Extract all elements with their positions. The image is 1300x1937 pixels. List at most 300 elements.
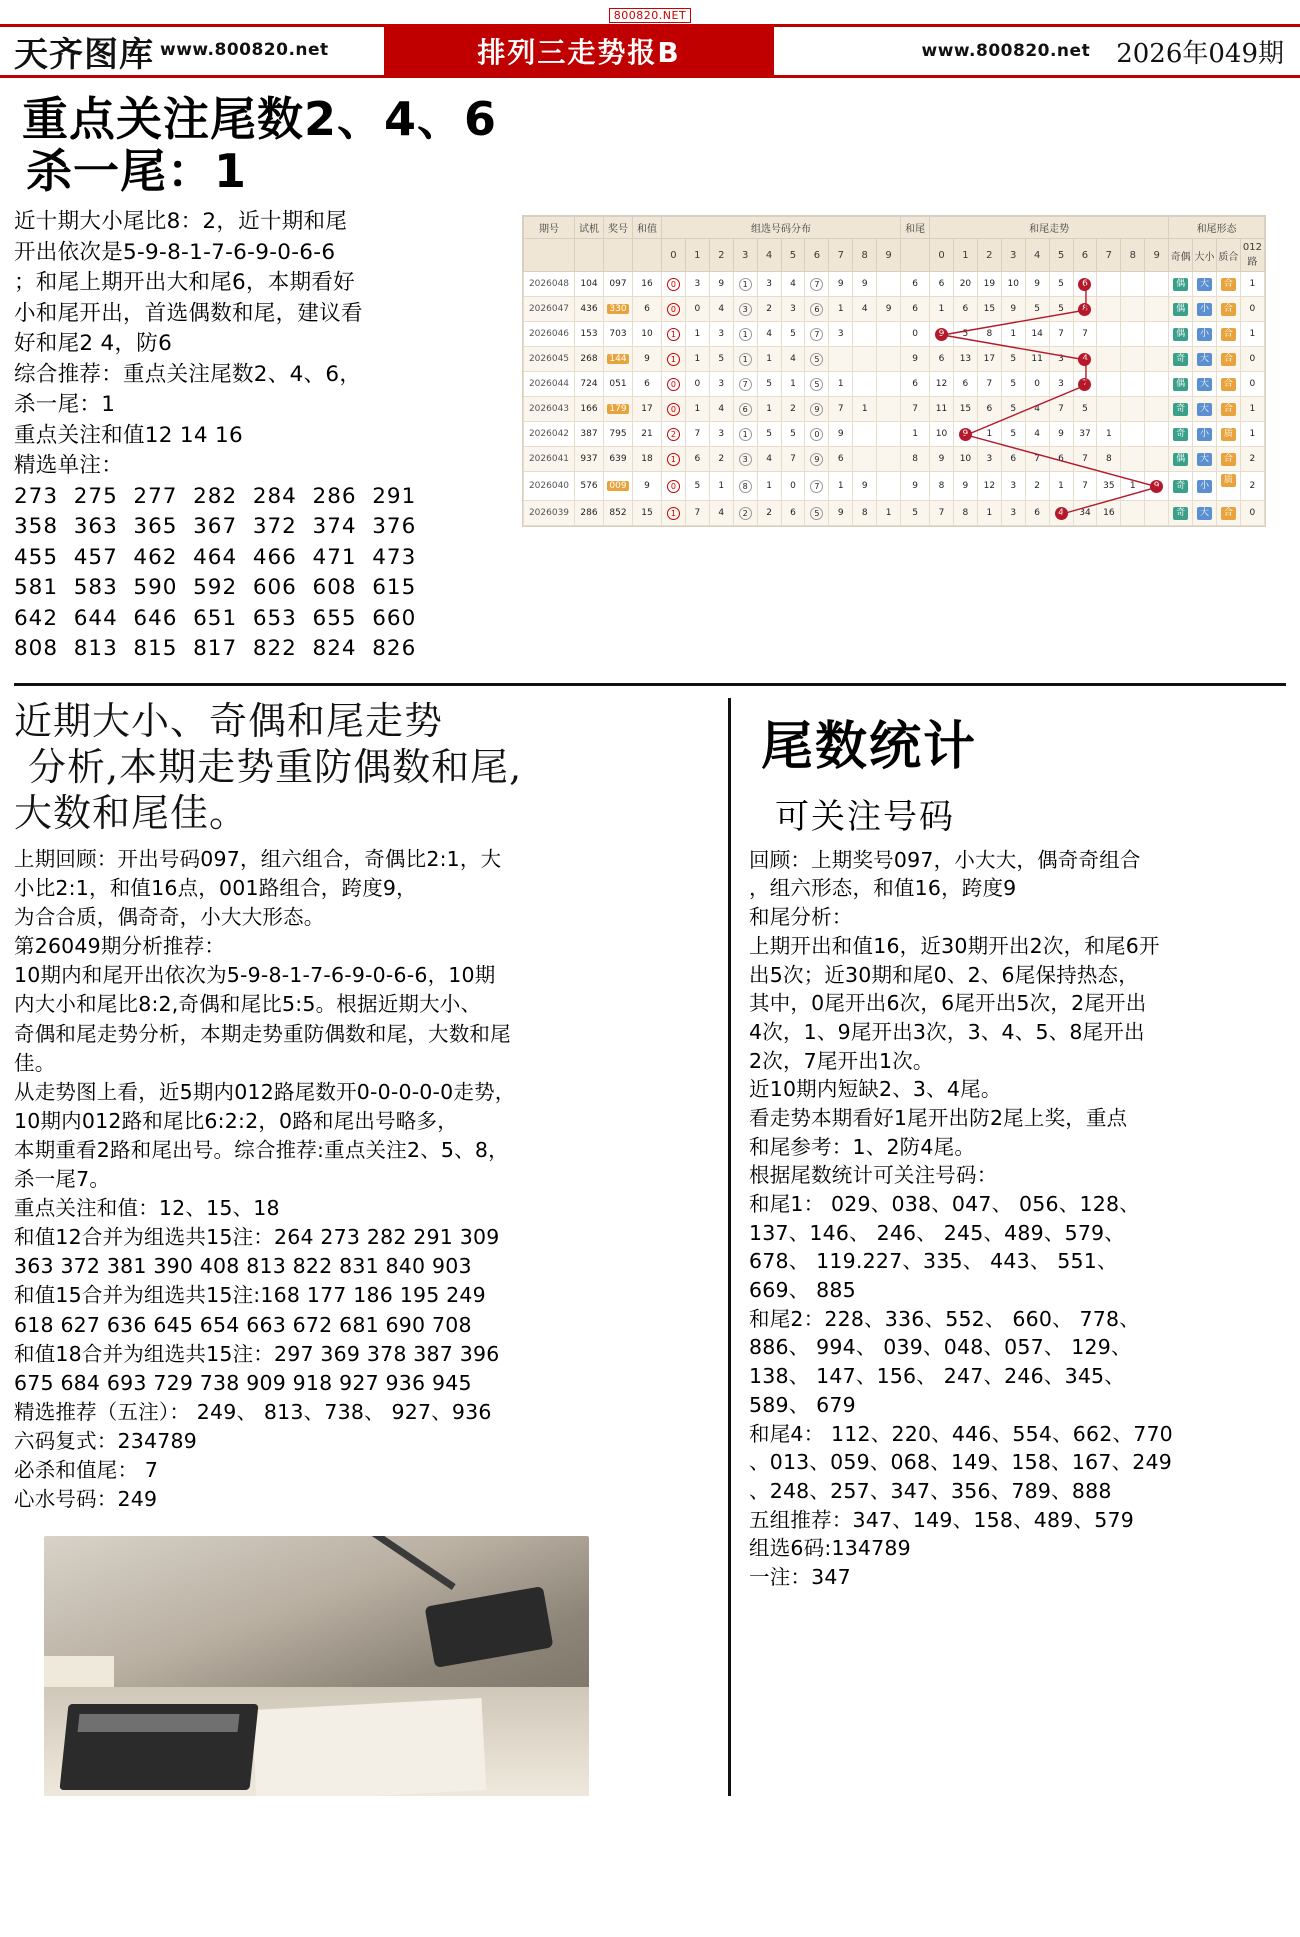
cell-dist: 7	[805, 472, 829, 501]
analysis-para: 从走势图上看，近5期内012路尾数开0-0-0-0-0走势，	[14, 1079, 516, 1104]
cell-sum: 6	[633, 297, 662, 322]
cell-trend: 17	[977, 347, 1001, 372]
cell-dist: 1	[662, 501, 686, 526]
cell-trend	[1097, 397, 1121, 422]
cell-dist: 4	[853, 297, 877, 322]
cell-dist	[853, 422, 877, 447]
cell-test: 286	[575, 501, 604, 526]
cell-dist: 2	[662, 422, 686, 447]
cell-trend	[1121, 272, 1145, 297]
cell-form: 合	[1216, 272, 1240, 297]
header-title: 排列三走势报B	[384, 27, 774, 75]
cell-trend: 8	[930, 472, 954, 501]
cell-dist: 7	[781, 447, 805, 472]
cell-dist: 1	[685, 322, 709, 347]
cell-dist: 9	[829, 501, 853, 526]
subhead-trend: 7	[1097, 239, 1121, 272]
cell-award: 179	[604, 397, 633, 422]
cell-trend: 5	[1049, 297, 1073, 322]
cell-trend: 1	[1121, 472, 1145, 501]
cell-trend	[1097, 372, 1121, 397]
cell-issue: 2026042	[524, 422, 575, 447]
subhead-form: 012路	[1240, 239, 1264, 272]
cell-trend: 7	[930, 501, 954, 526]
cell-dist: 7	[685, 501, 709, 526]
cell-dist: 3	[829, 322, 853, 347]
cell-trend: 6	[953, 297, 977, 322]
focus-para: 小和尾开出，首选偶数和尾，建议看	[14, 300, 363, 326]
number-row: 358 363 365 367 372 374 376	[14, 514, 417, 540]
cell-dist: 3	[685, 272, 709, 297]
cell-dist: 0	[662, 372, 686, 397]
cell-dist: 3	[757, 272, 781, 297]
subhead-form: 大小	[1193, 239, 1217, 272]
cell-trend: 9	[1001, 297, 1025, 322]
stats-para: 678、 119.227、335、 443、 551、	[749, 1249, 1118, 1274]
stats-para: 和尾参考：1、2防4尾。	[749, 1134, 976, 1159]
analysis-para: 675 684 693 729 738 909 918 927 936 945	[14, 1370, 472, 1395]
cell-trend: 4	[1025, 397, 1049, 422]
cell-trend: 7	[1073, 472, 1097, 501]
cell-dist	[877, 272, 901, 297]
cell-issue: 2026041	[524, 447, 575, 472]
cell-sum: 15	[633, 501, 662, 526]
cell-form: 大	[1193, 347, 1217, 372]
cell-dist: 8	[733, 472, 757, 501]
cell-trend	[1121, 447, 1145, 472]
cell-dist: 1	[757, 472, 781, 501]
cell-dist: 9	[805, 397, 829, 422]
cell-form: 1	[1240, 397, 1264, 422]
cell-trend: 9	[953, 472, 977, 501]
subhead-blank	[901, 239, 930, 272]
subhead-trend: 0	[930, 239, 954, 272]
cell-dist: 3	[709, 372, 733, 397]
cell-trend: 5	[1001, 372, 1025, 397]
cell-trend: 8	[1097, 447, 1121, 472]
subhead-dist: 0	[662, 239, 686, 272]
cell-form: 大	[1193, 397, 1217, 422]
analysis-para: 内大小和尾比8:2,奇偶和尾比5:5。根据近期大小、	[14, 992, 482, 1017]
analysis-para: 杀一尾7。	[14, 1167, 111, 1192]
cell-dist: 5	[685, 472, 709, 501]
photo-calculator	[59, 1704, 258, 1790]
stats-para: 、013、059、068、149、158、167、249	[749, 1450, 1172, 1475]
cell-sum: 9	[633, 347, 662, 372]
cell-tail: 6	[901, 372, 930, 397]
cell-trend	[1097, 322, 1121, 347]
cell-trend: 3	[1001, 501, 1025, 526]
cell-dist: 9	[853, 272, 877, 297]
cell-trend: 1	[977, 422, 1001, 447]
stats-para: 组选6码:134789	[749, 1536, 911, 1561]
cell-form: 偶	[1169, 297, 1193, 322]
cell-dist: 5	[781, 322, 805, 347]
cell-form: 小	[1193, 422, 1217, 447]
cell-form: 大	[1193, 447, 1217, 472]
cell-award: 009	[604, 472, 633, 501]
cell-trend	[1145, 372, 1169, 397]
subhead-dist: 7	[829, 239, 853, 272]
cell-form: 质	[1216, 422, 1240, 447]
cell-trend	[1097, 272, 1121, 297]
cell-tail: 6	[901, 272, 930, 297]
cell-sum: 21	[633, 422, 662, 447]
cell-dist: 2	[709, 447, 733, 472]
cell-trend: 6	[1049, 447, 1073, 472]
subhead-trend: 1	[953, 239, 977, 272]
subhead-dist: 9	[877, 239, 901, 272]
stats-para: 4次，1、9尾开出3次，3、4、5、8尾开出	[749, 1019, 1145, 1044]
subhead-dist: 5	[781, 239, 805, 272]
number-row: 273 275 277 282 284 286 291	[14, 483, 417, 509]
section-divider	[14, 683, 1286, 686]
table-row	[524, 472, 1265, 501]
cell-dist: 1	[853, 397, 877, 422]
cell-dist: 6	[781, 501, 805, 526]
cell-trend: 10	[953, 447, 977, 472]
cell-dist	[877, 422, 901, 447]
cell-trend: 7	[1073, 322, 1097, 347]
cell-dist: 6	[733, 397, 757, 422]
cell-trend: 1	[977, 501, 1001, 526]
cell-dist: 1	[829, 472, 853, 501]
analysis-para: 精选推荐（五注）： 249、 813、738、 927、936	[14, 1399, 492, 1424]
top-watermark	[0, 0, 1300, 20]
cell-trend: 34	[1073, 501, 1097, 526]
cell-issue: 2026045	[524, 347, 575, 372]
cell-dist: 1	[733, 422, 757, 447]
cell-dist	[853, 347, 877, 372]
subhead-blank	[633, 239, 662, 272]
analysis-para: 奇偶和尾走势分析，本期走势重防偶数和尾，大数和尾	[14, 1021, 511, 1046]
cell-dist: 5	[805, 347, 829, 372]
focus-text-column	[14, 207, 512, 665]
cell-dist	[877, 322, 901, 347]
analysis-para: 363 372 381 390 408 813 822 831 840 903	[14, 1254, 472, 1279]
cell-trend: 5	[953, 322, 977, 347]
subhead-blank	[575, 239, 604, 272]
subhead-dist: 4	[757, 239, 781, 272]
cell-dist: 0	[685, 372, 709, 397]
cell-dist	[877, 447, 901, 472]
cell-form: 0	[1240, 501, 1264, 526]
subhead-trend: 6	[1073, 239, 1097, 272]
cell-trend: 7	[1025, 447, 1049, 472]
cell-trend	[1145, 347, 1169, 372]
focus-para: ；和尾上期开出大和尾6，本期看好	[14, 270, 355, 296]
subhead-trend: 5	[1049, 239, 1073, 272]
cell-dist: 3	[709, 422, 733, 447]
cell-issue: 2026047	[524, 297, 575, 322]
stats-title: 尾数统计	[761, 716, 978, 777]
cell-trend: 9	[930, 322, 954, 347]
stats-para: 和尾分析：	[749, 905, 853, 930]
cell-trend: 19	[977, 272, 1001, 297]
cell-tail: 6	[901, 297, 930, 322]
cell-trend: 1	[1049, 472, 1073, 501]
trend-table-head	[524, 217, 1265, 272]
stats-para: 和尾2：228、336、552、 660、 778、	[749, 1306, 1140, 1331]
cell-trend	[1145, 272, 1169, 297]
cell-form: 小	[1193, 322, 1217, 347]
cell-tail: 1	[901, 422, 930, 447]
section-analysis	[0, 698, 1300, 1797]
cell-trend: 2	[1025, 472, 1049, 501]
cell-tail: 7	[901, 397, 930, 422]
cell-test: 724	[575, 372, 604, 397]
cell-issue: 2026048	[524, 272, 575, 297]
cell-form: 1	[1240, 322, 1264, 347]
watermark-text: 800820.NET	[609, 8, 691, 23]
cell-sum: 9	[633, 472, 662, 501]
cell-dist: 0	[781, 472, 805, 501]
cell-award: 795	[604, 422, 633, 447]
table-row	[524, 297, 1265, 322]
cell-dist: 2	[733, 501, 757, 526]
focus-para: 杀一尾：1	[14, 392, 116, 418]
table-row	[524, 447, 1265, 472]
cell-form: 0	[1240, 347, 1264, 372]
cell-trend: 8	[977, 322, 1001, 347]
analysis-title-line-1: 近期大小、奇偶和尾走势	[14, 698, 444, 743]
cell-form: 2	[1240, 472, 1264, 501]
page-header	[0, 24, 1300, 78]
subhead-blank	[524, 239, 575, 272]
stats-para: 其中，0尾开出6次，6尾开出5次，2尾开出	[749, 991, 1147, 1016]
headline-line-2: 杀一尾：1	[26, 143, 248, 198]
cell-trend	[1145, 322, 1169, 347]
cell-form: 1	[1240, 422, 1264, 447]
analysis-para: 618 627 636 645 654 663 672 681 690 708	[14, 1312, 472, 1337]
cell-trend: 6	[930, 272, 954, 297]
header-issue: 2026年049期	[1116, 38, 1284, 69]
cell-award: 639	[604, 447, 633, 472]
cell-trend: 6	[1073, 272, 1097, 297]
cell-dist	[853, 447, 877, 472]
cell-issue: 2026043	[524, 397, 575, 422]
cell-dist	[853, 372, 877, 397]
cell-trend: 11	[930, 397, 954, 422]
analysis-para: 第26049期分析推荐：	[14, 934, 226, 959]
cell-form: 大	[1193, 272, 1217, 297]
cell-form: 小	[1193, 472, 1217, 501]
cell-form: 合	[1216, 322, 1240, 347]
cell-trend: 10	[1001, 272, 1025, 297]
subhead-dist: 8	[853, 239, 877, 272]
decorative-photo	[44, 1536, 589, 1796]
cell-award: 852	[604, 501, 633, 526]
th-distribution: 组选号码分布	[662, 217, 901, 239]
header-site-url-2: www.800820.net	[921, 41, 1091, 61]
cell-trend: 10	[930, 422, 954, 447]
cell-trend: 7	[1049, 322, 1073, 347]
cell-dist: 5	[757, 422, 781, 447]
subhead-dist: 1	[685, 239, 709, 272]
cell-trend: 3	[1049, 372, 1073, 397]
cell-dist: 1	[662, 347, 686, 372]
cell-sum: 6	[633, 372, 662, 397]
cell-form: 合	[1216, 501, 1240, 526]
cell-award: 051	[604, 372, 633, 397]
focus-para: 开出依次是5-9-8-1-7-6-9-0-6-6	[14, 239, 336, 265]
cell-dist: 2	[757, 297, 781, 322]
cell-trend: 1	[1097, 422, 1121, 447]
table-row	[524, 372, 1265, 397]
cell-tail: 9	[901, 472, 930, 501]
cell-dist: 0	[662, 397, 686, 422]
analysis-para: 重点关注和值：12、15、18	[14, 1196, 280, 1221]
cell-dist: 1	[781, 372, 805, 397]
cell-dist: 1	[662, 322, 686, 347]
cell-trend: 5	[1001, 347, 1025, 372]
cell-dist: 3	[781, 297, 805, 322]
table-row	[524, 272, 1265, 297]
cell-trend	[1121, 422, 1145, 447]
cell-form: 小	[1193, 297, 1217, 322]
cell-dist: 1	[662, 447, 686, 472]
stats-para: 和尾1： 029、038、047、 056、128、	[749, 1192, 1140, 1217]
cell-trend	[1145, 297, 1169, 322]
cell-trend: 1	[930, 297, 954, 322]
th-award: 奖号	[604, 217, 633, 239]
stats-para: 886、 994、 039、048、057、 129、	[749, 1335, 1132, 1360]
headline-block	[22, 94, 1286, 197]
cell-trend	[1121, 297, 1145, 322]
stats-para: 上期开出和值16，近30期开出2次，和尾6开	[749, 933, 1160, 958]
analysis-para: 六码复式：234789	[14, 1429, 197, 1454]
cell-form: 质合	[1216, 472, 1240, 501]
cell-sum: 18	[633, 447, 662, 472]
cell-form: 偶	[1169, 447, 1193, 472]
subhead-trend: 8	[1121, 239, 1145, 272]
cell-dist: 4	[781, 347, 805, 372]
stats-para: 看走势本期看好1尾开出防2尾上奖，重点	[749, 1105, 1128, 1130]
cell-dist: 3	[733, 447, 757, 472]
cell-trend: 15	[977, 297, 1001, 322]
cell-tail: 5	[901, 501, 930, 526]
section-focus	[0, 78, 1300, 665]
cell-test: 153	[575, 322, 604, 347]
cell-dist: 5	[781, 422, 805, 447]
cell-form: 0	[1240, 372, 1264, 397]
stats-para: 138、 147、156、 247、246、345、	[749, 1364, 1126, 1389]
cell-trend: 6	[1001, 447, 1025, 472]
cell-form: 奇	[1169, 472, 1193, 501]
cell-trend	[1145, 397, 1169, 422]
table-row	[524, 397, 1265, 422]
cell-trend: 14	[1025, 322, 1049, 347]
subhead-trend: 4	[1025, 239, 1049, 272]
cell-trend: 5	[1049, 272, 1073, 297]
photo-paper	[252, 1698, 486, 1796]
cell-trend: 4	[1025, 422, 1049, 447]
cell-dist: 1	[757, 347, 781, 372]
cell-trend: 9	[1145, 472, 1169, 501]
cell-dist	[829, 347, 853, 372]
cell-trend: 12	[977, 472, 1001, 501]
stats-para: 和尾4： 112、220、446、554、662、770	[749, 1421, 1173, 1446]
cell-dist: 3	[733, 297, 757, 322]
cell-dist	[853, 322, 877, 347]
stats-para: 出5次；近30期和尾0、2、6尾保持热态，	[749, 962, 1139, 987]
cell-dist: 9	[853, 472, 877, 501]
stats-subtitle: 可关注号码	[775, 796, 955, 837]
cell-trend: 5	[1001, 397, 1025, 422]
cell-trend: 3	[977, 447, 1001, 472]
cell-dist: 0	[805, 422, 829, 447]
cell-form: 奇	[1169, 397, 1193, 422]
cell-form: 0	[1240, 297, 1264, 322]
cell-test: 436	[575, 297, 604, 322]
stats-para: 五组推荐：347、149、158、489、579	[749, 1507, 1134, 1532]
cell-dist: 7	[805, 322, 829, 347]
cell-test: 937	[575, 447, 604, 472]
cell-dist: 4	[757, 322, 781, 347]
cell-dist: 9	[877, 297, 901, 322]
trend-table	[523, 216, 1265, 526]
cell-dist: 6	[805, 297, 829, 322]
cell-dist: 0	[662, 272, 686, 297]
stats-para: 一注：347	[749, 1564, 851, 1589]
cell-dist: 6	[829, 447, 853, 472]
trend-chart-column	[522, 207, 1286, 665]
th-test: 试机	[575, 217, 604, 239]
cell-trend: 16	[1097, 501, 1121, 526]
cell-dist: 4	[781, 272, 805, 297]
cell-dist: 3	[709, 322, 733, 347]
cell-dist: 2	[757, 501, 781, 526]
cell-trend	[1121, 397, 1145, 422]
cell-form: 合	[1216, 297, 1240, 322]
cell-dist: 4	[709, 297, 733, 322]
trend-table-body	[524, 272, 1265, 526]
th-sum: 和值	[633, 217, 662, 239]
cell-dist: 9	[805, 447, 829, 472]
cell-form: 大	[1193, 372, 1217, 397]
cell-dist: 4	[709, 397, 733, 422]
analysis-para: 和值15合并为组选共15注:168 177 186 195 249	[14, 1283, 486, 1308]
cell-tail: 8	[901, 447, 930, 472]
cell-trend	[1121, 501, 1145, 526]
cell-trend: 7	[1049, 397, 1073, 422]
analysis-left-column	[14, 698, 731, 1797]
cell-dist: 1	[733, 322, 757, 347]
selected-numbers-list	[14, 482, 512, 665]
cell-test: 387	[575, 422, 604, 447]
photo-phone	[425, 1586, 554, 1668]
stats-para: 、248、257、347、356、789、888	[749, 1478, 1112, 1503]
stats-para: 近10期内短缺2、3、4尾。	[749, 1077, 1002, 1102]
cell-dist: 9	[829, 272, 853, 297]
focus-para: 近十期大小尾比8：2，近十期和尾	[14, 209, 348, 235]
trend-chart	[522, 215, 1266, 527]
analysis-para: 和值12合并为组选共15注：264 273 282 291 309	[14, 1225, 500, 1250]
cell-trend: 4	[1073, 347, 1097, 372]
cell-sum: 17	[633, 397, 662, 422]
number-row: 808 813 815 817 822 824 826	[14, 636, 417, 662]
cell-trend	[1097, 297, 1121, 322]
cell-form: 奇	[1169, 347, 1193, 372]
cell-issue: 2026039	[524, 501, 575, 526]
table-row	[524, 422, 1265, 447]
cell-dist: 4	[709, 501, 733, 526]
cell-form: 偶	[1169, 272, 1193, 297]
analysis-para: 本期重看2路和尾出号。综合推荐:重点关注2、5、8，	[14, 1137, 509, 1162]
headline-line-1: 重点关注尾数2、4、6	[22, 92, 498, 146]
cell-dist: 1	[733, 347, 757, 372]
cell-trend: 6	[930, 347, 954, 372]
